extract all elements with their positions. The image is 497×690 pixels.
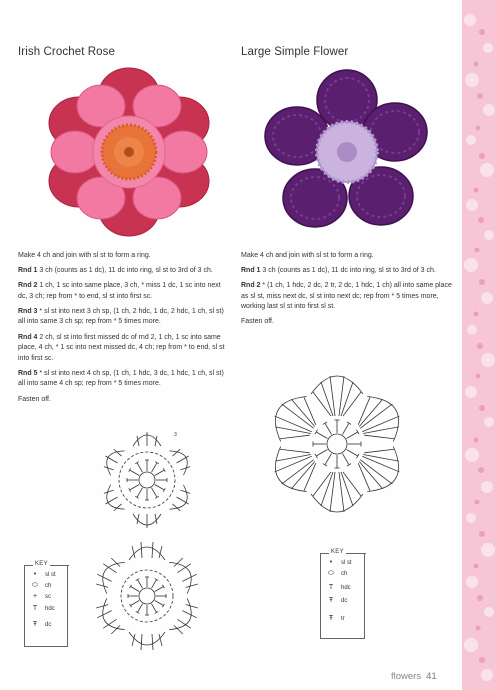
key-row: Ŧ dc xyxy=(325,597,347,604)
key-row: • sl st xyxy=(29,571,56,578)
page-number: 41 xyxy=(426,671,437,682)
intro-text: Make 4 ch and join with sl st to form a ring. xyxy=(18,252,151,259)
crochet-chart-icon xyxy=(87,534,207,658)
key-row: • sl st xyxy=(325,559,352,566)
slip-stitch-icon: • xyxy=(329,559,333,566)
intro-text: Make 4 ch and join with sl st to form a ring. xyxy=(241,252,374,259)
key-row: T hdc xyxy=(325,584,351,591)
key-row: T hdc xyxy=(29,605,55,612)
fasten-off: Fasten off. xyxy=(241,318,274,326)
simple-flower-chart xyxy=(247,362,427,530)
page-footer xyxy=(391,671,437,682)
key-row: ⬭ ch xyxy=(29,582,51,590)
irish-rose-chart-upper xyxy=(92,424,202,536)
simple-flower-photo xyxy=(256,66,438,236)
half-double-crochet-icon: T xyxy=(328,584,334,591)
treble-crochet-icon: Ŧ xyxy=(328,615,334,622)
double-crochet-icon: Ŧ xyxy=(328,597,334,604)
crochet-chart-icon xyxy=(247,362,427,530)
pattern-title-simple-flower: Large Simple Flower xyxy=(241,46,349,58)
single-crochet-icon: + xyxy=(32,593,38,600)
double-crochet-icon: Ŧ xyxy=(32,621,38,628)
key-row: + sc xyxy=(29,593,51,600)
stitch-key-right xyxy=(320,549,365,639)
simple-flower-instructions xyxy=(241,251,456,333)
slip-stitch-icon: • xyxy=(33,571,37,578)
irish-rose-instructions xyxy=(18,251,231,410)
round-4: Rnd 4 2 ch, sl st into first missed dc of rnd 2, 1 ch, 1 sc into same place, 4 ch, * 1 sc into next missed dc, 4 ch; rep from * to end, sl st into first sc. xyxy=(18,333,225,362)
floral-pattern-icon xyxy=(462,0,497,690)
key-title: KEY xyxy=(331,549,344,555)
key-title: KEY xyxy=(35,561,48,567)
round-2: Rnd 2 * (1 ch, 1 hdc, 2 dc, 2 tr, 2 dc, 1 hdc, 1 ch) all into same place as sl st, miss next dc, sl st into next dc; rep from * 5 times more, working last sl st into first sl st. xyxy=(241,282,452,311)
key-row: Ŧ dc xyxy=(29,621,51,628)
key-row: ⬭ ch xyxy=(325,570,347,578)
round-1: Rnd 1 3 ch (counts as 1 dc), 11 dc into ring, sl st to 3rd of 3 ch. xyxy=(241,267,436,275)
round-2: Rnd 2 1 ch, 1 sc into same place, 3 ch, * miss 1 dc, 1 sc into next dc, 3 ch; rep from * to end, sl st into first sc. xyxy=(18,282,221,300)
pattern-title-irish-rose: Irish Crochet Rose xyxy=(18,46,116,58)
section-name: flowers xyxy=(391,671,422,682)
round-1: Rnd 1 3 ch (counts as 1 dc), 11 dc into ring, sl st to 3rd of 3 ch. xyxy=(18,267,213,275)
round-3: Rnd 3 * sl st into next 3 ch sp, (1 ch, 2 hdc, 1 dc, 2 hdc, 1 ch, sl st) all into same 3 ch sp; rep from * 5 times more. xyxy=(18,307,224,326)
half-double-crochet-icon: T xyxy=(32,605,38,612)
crochet-chart-icon xyxy=(92,424,202,536)
irish-rose-chart-lower xyxy=(87,534,207,658)
chain-icon: ⬭ xyxy=(328,570,334,577)
key-row: Ŧ tr xyxy=(325,615,345,622)
floral-border-strip xyxy=(462,0,497,690)
stitch-key-left xyxy=(24,561,68,647)
chain-icon: ⬭ xyxy=(32,582,38,589)
irish-rose-photo xyxy=(40,66,218,238)
round-5: Rnd 5 * sl st into next 4 ch sp, (1 ch, 1 hdc, 3 dc, 1 hdc, 1 ch, sl st) all into same 4 ch sp; rep from * 5 times more. xyxy=(18,369,224,388)
fasten-off: Fasten off. xyxy=(18,395,51,403)
svg-text:3: 3 xyxy=(174,432,177,438)
